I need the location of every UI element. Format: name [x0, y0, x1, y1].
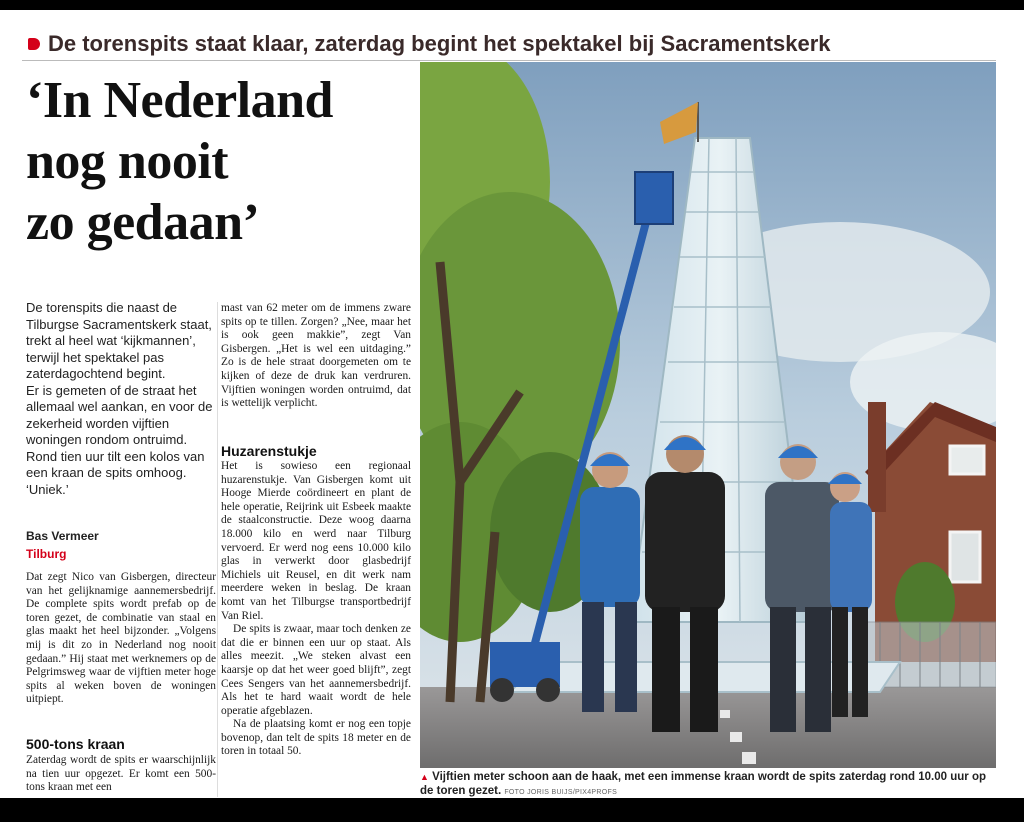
intro-text: Er is gemeten of de straat het allemaal wel aankan, en voor de zekerheid worden vijftien woningen rondom ontruimd.	[26, 382, 213, 447]
kicker	[28, 30, 998, 58]
headline	[26, 70, 416, 253]
header-rule	[22, 60, 996, 61]
body-column-2-continued	[221, 460, 411, 759]
kicker-bullet-icon	[28, 38, 40, 50]
photo-credit: FOTO JORIS BUIJS/PIX4PROFS	[504, 789, 618, 796]
paragraph: Het is sowieso een regionaal huzarenstukje. Van Gisbergen komt uit Hooge Mierde coördineert en plant de hele operatie, Reijrink uit Esbeek maakte de staalconstructie. Deze woog daarna 18.000 kilo en werd naar Tilburg vervoerd. Er werd nog eens 10.000 kilo glas in verwerkt door glasbedrijf Michiels uit Reusel, en dit werk nam meerdere weken in beslag. De kraan komt van het Tilburgse transportbedrijf Van Riel.	[221, 460, 411, 622]
article-photo	[420, 62, 996, 768]
headline-line: ‘In Nederland	[26, 72, 333, 129]
caption-marker-icon: ▲	[420, 772, 429, 782]
dateline: Tilburg	[26, 547, 67, 561]
column-divider	[217, 302, 218, 797]
body-column-2: mast van 62 meter om de immens zware spits op te tillen. Zorgen? „Nee, maar het is ook geen makkie”, zegt Van Gisbergen. „Het is wel een uitdaging.” Zo is de hele straat doorgemeten om te kijken of deze de druk kan verdruren. Vijftien woningen worden ontruimd, dat is wettelijk verplicht.	[221, 302, 411, 410]
intro-text: Rond tien uur tilt een kolos van een kraan de spits omhoog. ‘Uniek.’	[26, 448, 205, 497]
body-column-1: Dat zegt Nico van Gisbergen, directeur van het gelijknamige aannemersbedrijf. De complete spits wordt prefab op de toren gezet, de combinatie van staal en glas maakt het heel bijzonder. „Volgens mij is dit zo in Nederland nog nooit gedaan.” Hij staat met werknemers op de Pelgrimsweg waar de vijftien meter hoge spits al weken boven de woningen uitpiept.	[26, 571, 216, 706]
intro-text: De torenspits die naast de Tilburgse Sacramentskerk staat, trekt al heel wat ‘kijkmannen’, terwijl het spektakel pas zaterdagochtend begint.	[26, 300, 212, 381]
headline-line: nog nooit	[26, 133, 229, 190]
kicker-text: De torenspits staat klaar, zaterdag begint het spektakel bij Sacramentskerk	[48, 31, 831, 56]
subhead: Huzarenstukje	[221, 443, 317, 459]
photo-caption	[420, 770, 996, 800]
intro-paragraph	[26, 300, 216, 498]
paragraph: De spits is zwaar, maar toch denken ze dat die er binnen een uur op staat. Als alles meezit. „We steken alvast een kaarsje op dat het weer goed blijft”, zegt Cees Sengers van het aannemersbedrijf. Als het te hard waait wordt de hele operatie afgeblazen.	[221, 623, 411, 717]
newspaper-page	[0, 10, 1024, 798]
subhead: 500-tons kraan	[26, 736, 125, 752]
byline: Bas Vermeer	[26, 529, 99, 543]
body-column-1-continued: Zaterdag wordt de spits er waarschijnlijk na tien uur opgezet. Er komt een 500-tons kraan met een	[26, 754, 216, 794]
caption-text: Vijftien meter schoon aan de haak, met een immense kraan wordt de spits zaterdag rond 10.00 uur op de toren gezet.	[420, 771, 986, 797]
headline-line: zo gedaan’	[26, 194, 260, 251]
paragraph: Na de plaatsing komt er nog een topje bovenop, dan telt de spits 18 meter en de toren in totaal 50.	[221, 718, 411, 758]
